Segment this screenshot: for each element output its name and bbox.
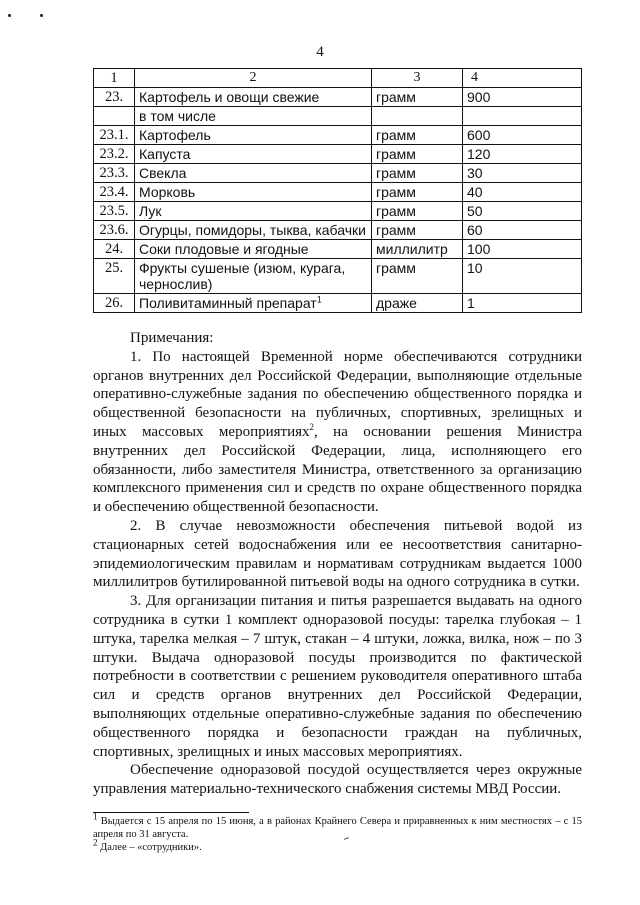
row-unit: грамм [372, 88, 463, 107]
row-name: Огурцы, помидоры, тыква, кабачки [135, 221, 372, 240]
row-qty: 10 [463, 259, 582, 294]
row-name [135, 294, 372, 313]
row-qty: 1 [463, 294, 582, 313]
table-row [94, 202, 582, 221]
footnote-1 [93, 811, 582, 841]
header-cell: 4 [463, 69, 582, 88]
row-number: 23.2. [94, 145, 135, 164]
row-qty: 40 [463, 183, 582, 202]
table-row [94, 294, 582, 313]
row-name-text: Поливитаминный препарат [139, 295, 317, 311]
row-number: 23.6. [94, 221, 135, 240]
table-row [94, 259, 582, 294]
note-paragraph-2: 2. В случае невозможности обеспечения питьевой водой из стационарных сетей водоснабжения или ее несоответствия санитарно-эпидемиологическим правилам и нормативам сотрудникам выдается 1000 миллилитров бутилированной питьевой воды на одного сотрудника в сутки. [93, 517, 582, 591]
row-name: Свекла [135, 164, 372, 183]
ration-table [93, 68, 582, 313]
row-unit: грамм [372, 183, 463, 202]
row-number: 23.4. [94, 183, 135, 202]
row-qty: 100 [463, 240, 582, 259]
footnote-2 [93, 837, 582, 854]
row-name: Картофель и овощи свежие [135, 88, 372, 107]
row-qty: 900 [463, 88, 582, 107]
table-row [94, 221, 582, 240]
scan-speck [8, 14, 11, 17]
row-number: 23.1. [94, 126, 135, 145]
row-number: 23. [94, 88, 135, 107]
row-unit: грамм [372, 164, 463, 183]
row-unit: драже [372, 294, 463, 313]
row-qty [463, 107, 582, 126]
footnote-mark: 1 [93, 811, 98, 822]
footnote-text: Выдается с 15 апреля по 15 июня, а в районах Крайнего Севера и приравненных к ним местностях – с 15 апреля по 31 августа. [93, 816, 582, 840]
footnote-ref: 1 [316, 294, 322, 305]
table-row [94, 88, 582, 107]
row-number: 25. [94, 259, 135, 294]
row-number: 23.5. [94, 202, 135, 221]
table-row [94, 164, 582, 183]
page-number: 4 [316, 44, 324, 60]
row-unit: грамм [372, 145, 463, 164]
row-name: Соки плодовые и ягодные [135, 240, 372, 259]
row-name: Лук [135, 202, 372, 221]
row-unit: грамм [372, 126, 463, 145]
footnote-text: Далее – «сотрудники». [97, 842, 202, 853]
row-name: Морковь [135, 183, 372, 202]
footnote-mark: 2 [93, 837, 98, 848]
header-cell: 2 [135, 69, 372, 88]
footnote-divider [93, 812, 249, 813]
footnotes-section [93, 811, 582, 854]
table-row [94, 145, 582, 164]
row-name: Картофель [135, 126, 372, 145]
row-qty: 50 [463, 202, 582, 221]
footnote-ref: 2 [309, 421, 315, 432]
notes-heading: Примечания: [130, 330, 214, 346]
notes-section [93, 329, 582, 799]
row-name: в том числе [135, 107, 372, 126]
table-header-row [94, 69, 582, 88]
note-paragraph-1 [93, 348, 582, 517]
table-row [94, 107, 582, 126]
header-cell: 1 [94, 69, 135, 88]
header-cell: 3 [372, 69, 463, 88]
row-qty: 60 [463, 221, 582, 240]
row-unit: миллилитр [372, 240, 463, 259]
table-row [94, 183, 582, 202]
row-qty: 120 [463, 145, 582, 164]
table-row [94, 240, 582, 259]
note-text: , на основании решения Министра внутренних дел Российской Федерации, лица, исполняющего его обязанности, либо заместителя Министра, ответственного за организацию комплексного применения сил и средств по охране общественного порядка и обеспечению общественной безопасности. [93, 423, 582, 516]
row-name: Фрукты сушеные (изюм, курага, чернослив) [135, 259, 372, 294]
row-unit [372, 107, 463, 126]
note-text: 1. По настоящей Временной норме обеспечиваются сотрудники органов внутренних дел Российской Федерации, выполняющие отдельные оперативно-служебные задания по обеспечению общественного порядка и общественной безопасности на публичных, спортивных, зрелищных и иных массовых мероприятиях [93, 348, 582, 440]
row-name: Капуста [135, 145, 372, 164]
note-paragraph-4: Обеспечение одноразовой посудой осуществляется через окружные управления материально-технического снабжения системы МВД России. [93, 762, 582, 798]
row-qty: 30 [463, 164, 582, 183]
row-unit: грамм [372, 221, 463, 240]
row-number [94, 107, 135, 126]
row-unit: грамм [372, 259, 463, 294]
scan-speck [40, 14, 43, 17]
note-paragraph-3: 3. Для организации питания и питья разрешается выдавать на одного сотрудника в сутки 1 комплект одноразовой посуды: тарелка глубокая – 1 штука, тарелка мелкая – 7 штук, стакан – 4 штуки, ложка, вилка, нож – по 3 штуки. Выдача одноразовой посуды производится по фактической потребности в соответствии с решением руководителя оперативного штаба сил и средств органов внутренних дел Российской Федерации, выполняющих отдельные оперативно-служебные задания по обеспечению общественного порядка и безопасности граждан на публичных, спортивных, зрелищных и иных массовых мероприятиях. [93, 593, 582, 760]
row-qty: 600 [463, 126, 582, 145]
table-row [94, 126, 582, 145]
row-number: 24. [94, 240, 135, 259]
row-unit: грамм [372, 202, 463, 221]
row-number: 23.3. [94, 164, 135, 183]
row-number: 26. [94, 294, 135, 313]
